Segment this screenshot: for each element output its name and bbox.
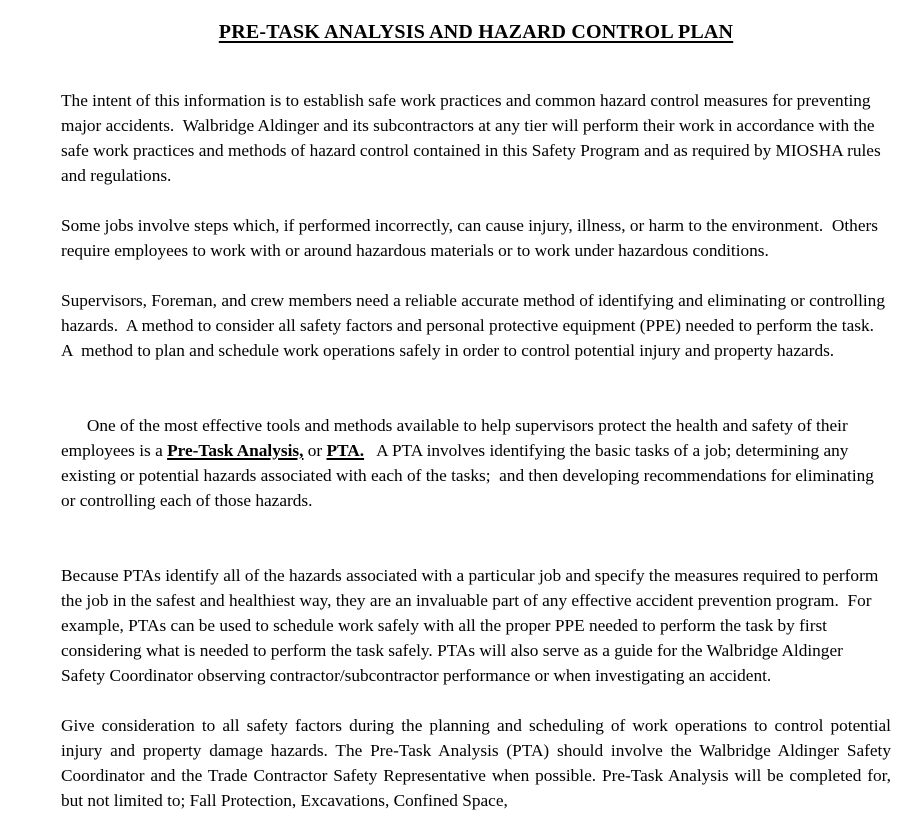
paragraph-pta-definition xyxy=(61,388,891,538)
paragraph-supervisors: Supervisors, Foreman, and crew members need a reliable accurate method of identifying and eliminating or controlling hazards. A method to consider all safety factors and personal protective equipment (PPE) needed to perform the task. A method to plan and schedule work operations safely in order to control potential injury and property hazards. xyxy=(61,291,890,360)
paragraph-give-consideration: Give consideration to all safety factors during the planning and scheduling of work operations to control potential injury and property damage hazards. The Pre-Task Analysis (PTA) should involve the Walbridge Aldinger Safety Coordinator and the Trade Contractor Safety Representative when possible. Pre-Task Analysis will be completed for, but not limited to; Fall Protection, Excavations, Confined Space, xyxy=(61,716,891,810)
paragraph-some-jobs: Some jobs involve steps which, if performed incorrectly, can cause injury, illness, or harm to the environment. Others require employees to work with or around hazardous materials or to work under hazardous conditions. xyxy=(61,216,883,260)
pta-definition-text-tail: A PTA involves identifying the basic tasks of a job; determining any existing or potential hazards associated with each of the tasks; and then developing recommendations for eliminating or controlling each of those hazards. xyxy=(61,441,879,510)
pre-task-analysis-emphasis: Pre-Task Analysis, xyxy=(167,441,304,460)
pta-definition-text-or: or xyxy=(303,441,327,460)
pta-definition-text-lead: One of the most effective tools and methods available to help supervisors protect the health and safety of their employees is a xyxy=(61,416,853,460)
paragraph-because-ptas: Because PTAs identify all of the hazards associated with a particular job and specify the measures required to perform the job in the safest and healthiest way, they are an invaluable part of any effective accident prevention program. For example, PTAs can be used to schedule work safely with all the proper PPE needed to perform the task by first considering what is needed to perform the task safely. PTAs will also serve as a guide for the Walbridge Aldinger Safety Coordinator observing contractor/subcontractor performance or when investigating an accident. xyxy=(61,566,883,685)
page-title: PRE-TASK ANALYSIS AND HAZARD CONTROL PLAN xyxy=(218,21,734,43)
pta-abbreviation-emphasis: PTA. xyxy=(326,441,365,460)
paragraph-intent: The intent of this information is to establish safe work practices and common hazard control measures for preventing major accidents. Walbridge Aldinger and its subcontractors at any tier will perform their work in accordance with the safe work practices and methods of hazard control contained in this Safety Program and as required by MIOSHA rules and regulations. xyxy=(61,91,885,185)
document-body xyxy=(61,88,891,813)
